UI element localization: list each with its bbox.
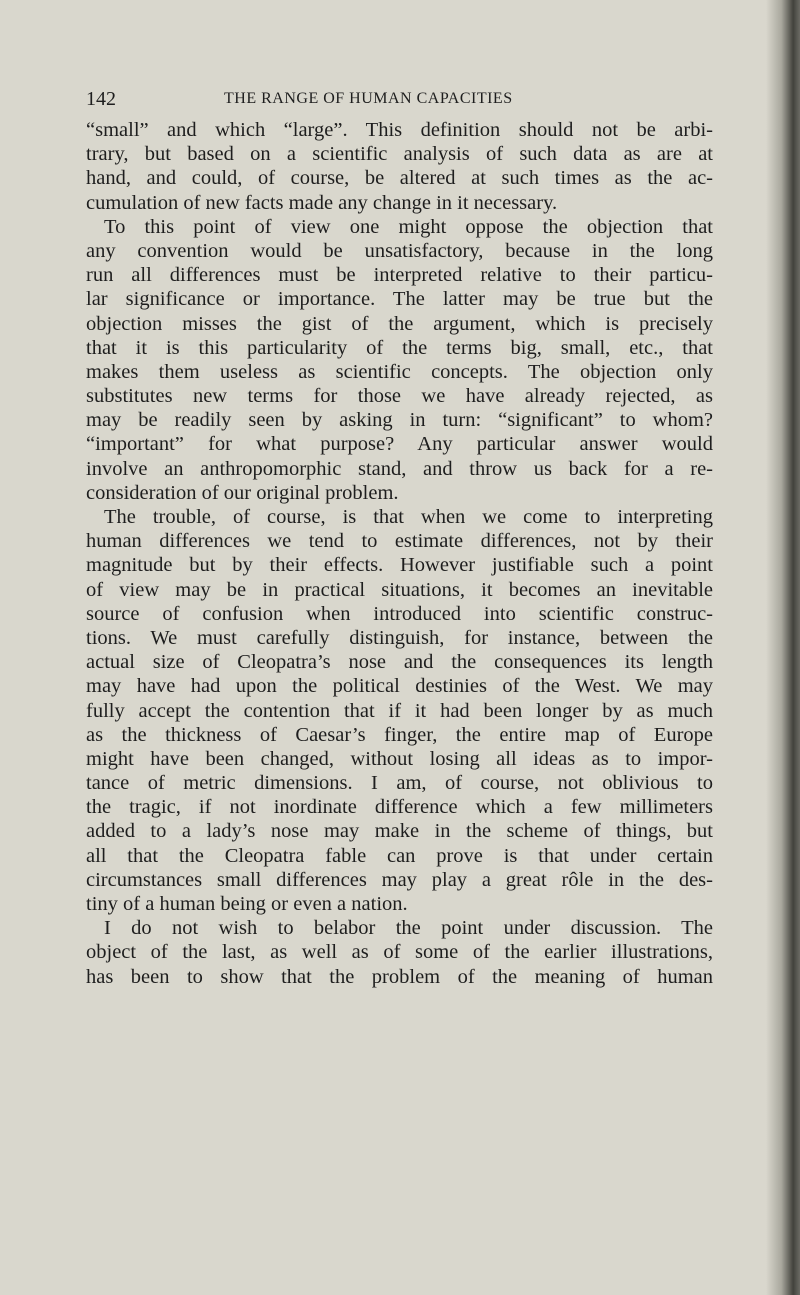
text-line: fully accept the contention that if it had been longer by as much xyxy=(86,699,713,722)
text-line: I do not wish to belabor the point under discussion. The xyxy=(104,917,713,940)
text-line: source of confusion when introduced into scientific construc- xyxy=(86,602,713,625)
text-line: cumulation of new facts made any change in it necessary. xyxy=(86,191,558,214)
text-line: has been to show that the problem of the meaning of human xyxy=(86,965,713,988)
text-line: may have had upon the political destinies of the West. We may xyxy=(86,675,713,698)
running-title: THE RANGE OF HUMAN CAPACITIES xyxy=(224,90,513,107)
text-line: might have been changed, without losing all ideas as to impor- xyxy=(86,747,713,770)
text-line: magnitude but by their effects. However justifiable such a point xyxy=(86,554,713,577)
text-line: tions. We must carefully distinguish, for instance, between the xyxy=(86,626,713,649)
text-line: involve an anthropomorphic stand, and throw us back for a re- xyxy=(86,457,713,480)
text-line: The trouble, of course, is that when we come to interpreting xyxy=(104,506,713,528)
text-line: object of the last, as well as of some of the earlier illustrations, xyxy=(86,941,713,964)
text-line: trary, but based on a scientific analysis of such data as are at xyxy=(86,143,713,166)
text-line: that it is this particularity of the terms big, small, etc., that xyxy=(86,336,713,359)
text-line: may be readily seen by asking in turn: “significant” to whom? xyxy=(86,409,713,432)
text-line: as the thickness of Caesar’s finger, the entire map of Europe xyxy=(86,723,713,746)
text-line: To this point of view one might oppose the objection that xyxy=(104,215,713,238)
text-line: tiny of a human being or even a nation. xyxy=(86,893,408,915)
text-line: added to a lady’s nose may make in the scheme of things, but xyxy=(86,820,713,843)
text-line: “small” and which “large”. This definition should not be arbi- xyxy=(86,119,713,141)
text-line: run all differences must be interpreted relative to their particu- xyxy=(86,264,713,287)
text-line: human differences we tend to estimate differences, not by their xyxy=(86,530,713,553)
text-line: “important” for what purpose? Any particular answer would xyxy=(86,433,713,456)
text-line: objection misses the gist of the argument, which is precisely xyxy=(86,312,713,335)
text-line: consideration of our original problem. xyxy=(86,481,399,504)
text-line: hand, and could, of course, be altered at such times as the ac- xyxy=(86,167,713,190)
text-line: substitutes new terms for those we have already rejected, as xyxy=(86,385,713,408)
text-line: tance of metric dimensions. I am, of course, not oblivious to xyxy=(86,772,713,795)
page-header xyxy=(86,88,686,116)
page-number: 142 xyxy=(86,88,116,110)
text-line: circumstances small differences may play a great rôle in the des- xyxy=(86,868,713,891)
text-line: makes them useless as scientific concepts. The objection only xyxy=(86,360,713,383)
text-line: lar significance or importance. The latter may be true but the xyxy=(86,288,713,311)
text-line: the tragic, if not inordinate difference which a few millimeters xyxy=(86,796,713,819)
text-line: of view may be in practical situations, it becomes an inevitable xyxy=(86,578,713,601)
text-line: all that the Cleopatra fable can prove is that under certain xyxy=(86,844,713,867)
text-line: any convention would be unsatisfactory, because in the long xyxy=(86,239,713,262)
body-text xyxy=(86,118,713,989)
text-line: actual size of Cleopatra’s nose and the consequences its length xyxy=(86,651,713,674)
page-edge-shadow xyxy=(766,0,800,1295)
